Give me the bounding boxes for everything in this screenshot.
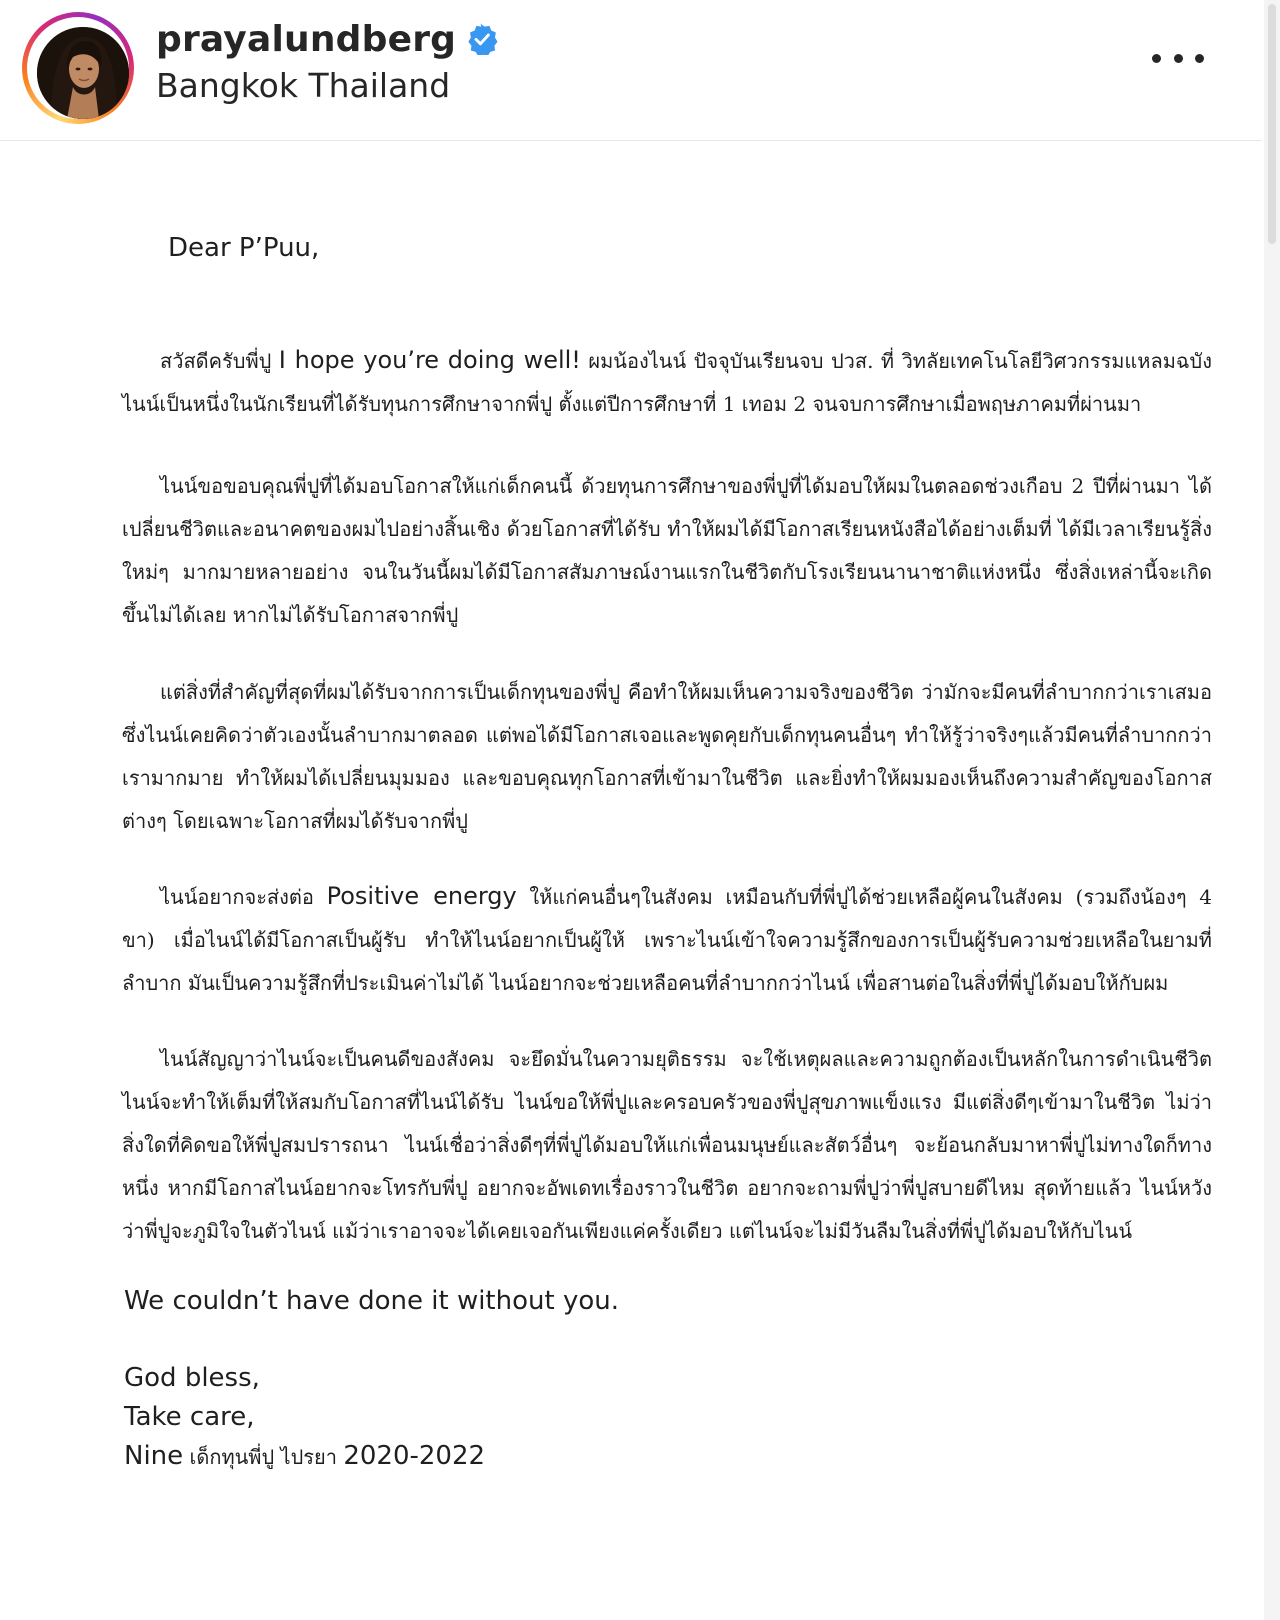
signoff-signature: Nine เด็กทุนพี่ปู ไปรยา 2020-2022 [124, 1441, 486, 1471]
letter-paragraph-4: ไนน์อยากจะส่งต่อ Positive energy ให้แก่คนอื่นๆในสังคม เหมือนกับที่พี่ปูได้ช่วยเหลือผู้คนในสังคม (รวมถึงน้องๆ 4 ขา) เมื่อไนน์ได้มีโอกาสเป็นผู้รับ ทำให้ไนน์อยากเป็นผู้ให้ เพราะไนน์เข้าใจความรู้สึกของการเป็นผู้รับความช่วยเหลือในยามที่ลำบาก มันเป็นความรู้สึกที่ประเมินค่าไม่ได้ ไนน์อยากจะช่วยเหลือคนที่ลำบากกว่าไนน์ เพื่อสานต่อในสิ่งที่พี่ปูได้มอบให้กับผม [122, 882, 1212, 995]
scrollbar-thumb[interactable] [1268, 4, 1276, 244]
post-location[interactable]: Bangkok Thailand [156, 66, 451, 105]
signoff-line-1: God bless, [124, 1363, 260, 1393]
letter-salutation: Dear P’Puu, [168, 233, 320, 263]
post-header [0, 0, 1262, 141]
avatar-photo-icon [37, 27, 129, 119]
story-ring[interactable] [22, 12, 134, 124]
letter-closing-line: We couldn’t have done it without you. [124, 1286, 619, 1316]
avatar[interactable] [37, 27, 129, 119]
letter-paragraph-1: สวัสดีครับพี่ปู I hope you’re doing well! ผมน้องไนน์ ปัจจุบันเรียนจบ ปวส. ที่ วิทลัยเทคโนโลยีวิศวกรรมแหลมฉบัง ไนน์เป็นหนึ่งในนักเรียนที่ได้รับทุนการศึกษาจากพี่ปู ตั้งแต่ปีการศึกษาที่ 1 เทอม 2 จนจบการศึกษาเมื่อพฤษภาคมที่ผ่านมา [122, 346, 1213, 416]
letter-paragraph-2: ไนน์ขอขอบคุณพี่ปูที่ได้มอบโอกาสให้แก่เด็กคนนี้ ด้วยทุนการศึกษาของพี่ปูที่ได้มอบให้ผมในตลอดช่วงเกือบ 2 ปีที่ผ่านมา ได้เปลี่ยนชีวิตและอนาคตของผมไปอย่างสิ้นเชิง ด้วยโอกาสที่ได้รับ ทำให้ผมได้มีโอกาสเรียนหนังสือได้อย่างเต็มที่ ได้มีเวลาเรียนรู้สิ่งใหม่ๆ มากมายหลายอย่าง จนในวันนี้ผมได้มีโอกาสสัมภาษณ์งานแรกในชีวิตกับโรงเรียนนานาชาติแห่งหนึ่ง ซึ่งสิ่งเหล่านี้จะเกิดขึ้นไม่ได้เลย หากไม่ได้รับโอกาสจากพี่ปู [122, 474, 1212, 627]
username[interactable]: prayalundberg [156, 18, 457, 60]
letter-paragraph-5: ไนน์สัญญาว่าไนน์จะเป็นคนดีของสังคม จะยึดมั่นในความยุติธรรม จะใช้เหตุผลและความถูกต้องเป็นหลักในการดำเนินชีวิต ไนน์จะทำให้เต็มที่ให้สมกับโอกาสที่ไนน์ได้รับ ไนน์ขอให้พี่ปูและครอบครัวของพี่ปูสุขภาพแข็งแรง มีแต่สิ่งดีๆเข้ามาในชีวิต ไม่ว่าสิ่งใดที่คิดขอให้พี่ปูสมปรารถนา ไนน์เชื่อว่าสิ่งดีๆที่พี่ปูได้มอบให้แก่เพื่อนมนุษย์และสัตว์อื่นๆ จะย้อนกลับมาหาพี่ปูไม่ทางใดก็ทางหนึ่ง หากมีโอกาสไนน์อยากจะโทรกับพี่ปู อยากจะอัพเดทเรื่องราวในชีวิต อยากจะถามพี่ปูว่าพี่ปูสบายดีไหม สุดท้ายแล้ว ไนน์หวังว่าพี่ปูจะภูมิใจในตัวไนน์ แม้ว่าเราอาจจะได้เคยเจอกันเพียงแค่ครั้งเดียว แต่ไนน์จะไม่มีวันลืมในสิ่งที่พี่ปูได้มอบให้กับไนน์ [122, 1047, 1212, 1243]
verified-badge-icon [466, 23, 498, 55]
signoff-line-2: Take care, [124, 1402, 255, 1432]
more-options-icon[interactable] [1152, 46, 1204, 70]
letter-image [0, 141, 1262, 1620]
scrollbar[interactable] [1264, 0, 1280, 1620]
letter-paragraph-3: แต่สิ่งที่สำคัญที่สุดที่ผมได้รับจากการเป็นเด็กทุนของพี่ปู คือทำให้ผมเห็นความจริงของชีวิต ว่ามักจะมีคนที่ลำบากกว่าเราเสมอ ซึ่งไนน์เคยคิดว่าตัวเองนั้นลำบากมาตลอด แต่พอได้มีโอกาสเจอและพูดคุยกับเด็กทุนคนอื่นๆ ทำให้รู้ว่าจริงๆแล้วมีคนที่ลำบากกว่าเรามากมาย ทำให้ผมได้เปลี่ยนมุมมอง และขอบคุณทุกโอกาสที่เข้ามาในชีวิต และยิ่งทำให้ผมมองเห็นถึงความสำคัญของโอกาสต่างๆ โดยเฉพาะโอกาสที่ผมได้รับจากพี่ปู [122, 680, 1212, 833]
letter-signoff [124, 1359, 485, 1477]
